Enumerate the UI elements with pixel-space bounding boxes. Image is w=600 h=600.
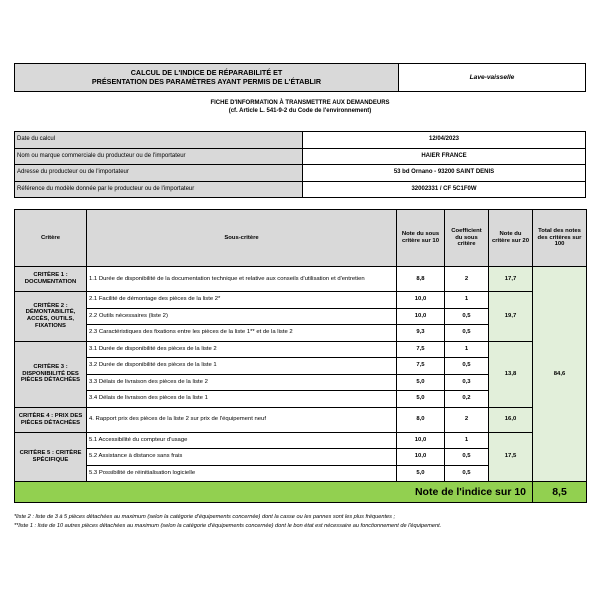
info-label: Nom ou marque commerciale du producteur ou de l'importateur <box>15 148 303 165</box>
fiche-heading <box>0 100 600 116</box>
criterion-label: CRITÈRE 4 : PRIX DES PIÈCES DÉTACHÉES <box>15 407 87 432</box>
final-score-row <box>15 482 587 503</box>
subcriterion-label: 2.2 Outils nécessaires (liste 2) <box>87 308 397 325</box>
col-header-note10: Note du sous critère sur 10 <box>397 210 445 267</box>
subcriterion-coef: 0,3 <box>445 374 489 391</box>
subcriterion-note: 8,0 <box>397 407 445 432</box>
subcriterion-coef: 0,5 <box>445 308 489 325</box>
info-label: Référence du modèle donnée par le producteur ou de l'importateur <box>15 181 303 198</box>
subcriterion-label: 5.3 Possibilité de réinitialisation logicielle <box>87 465 397 482</box>
sheet-title-line2: PRÉSENTATION DES PARAMÈTRES AYANT PERMIS DE L'ÉTABLIR <box>91 76 322 86</box>
subcriterion-label: 4. Rapport prix des pièces de la liste 2 sur prix de l'équipement neuf <box>87 407 397 432</box>
info-label: Adresse du producteur ou de l'importateur <box>15 165 303 182</box>
subcriterion-note: 5,0 <box>397 465 445 482</box>
subcriterion-coef: 0,5 <box>445 325 489 342</box>
info-row <box>15 181 586 198</box>
subcriterion-coef: 0,5 <box>445 449 489 466</box>
col-header-sous-critere: Sous-critère <box>87 210 397 267</box>
subcriterion-note: 7,5 <box>397 358 445 375</box>
subcriterion-coef: 0,5 <box>445 358 489 375</box>
footnote-list2: *liste 2 : liste de 3 à 5 pièces détachées au maximum (selon la catégorie d'équipements concernée) dont la casse ou les pannes sont les plus fréquentes ; <box>14 514 396 520</box>
subcriterion-label: 3.2 Durée de disponibilité des pièces de la liste 1 <box>87 358 397 375</box>
total-score: 84,6 <box>533 267 587 482</box>
footnote-list1: **liste 1 : liste de 10 autres pièces détachées au maximum (selon la catégorie d'équipements concernée) dont le bon état est nécessaire au fonctionnement de l'équipement. <box>14 522 442 529</box>
subcriterion-coef: 1 <box>445 292 489 309</box>
table-row <box>15 292 587 309</box>
fiche-line2: (cf. Article L. 541-9-2 du Code de l'environnement) <box>228 107 372 114</box>
subcriterion-note: 5,0 <box>397 391 445 408</box>
info-row <box>15 132 586 149</box>
subcriterion-label: 5.1 Accessibilité du compteur d'usage <box>87 432 397 449</box>
info-value: 53 bd Ornano - 93200 SAINT DENIS <box>303 165 586 182</box>
col-header-note20: Note du critère sur 20 <box>489 210 533 267</box>
fiche-line1: FICHE D'INFORMATION À TRANSMETTRE AUX DEMANDEURS <box>210 100 390 106</box>
subcriterion-coef: 1 <box>445 341 489 358</box>
criterion-label: CRITÈRE 2 : DÉMONTABILITÉ, ACCÈS, OUTILS, FIXATIONS <box>15 292 87 342</box>
final-score-label: Note de l'indice sur 10 <box>15 482 533 503</box>
subcriterion-coef: 0,5 <box>445 465 489 482</box>
final-score-value: 8,5 <box>533 482 587 503</box>
subcriterion-label: 3.1 Durée de disponibilité des pièces de la liste 2 <box>87 341 397 358</box>
criterion-label: CRITÈRE 3 : DISPONIBILITÉ DES PIÈCES DÉTACHÉES <box>15 341 87 407</box>
score-table <box>14 209 587 503</box>
subcriterion-note: 10,0 <box>397 432 445 449</box>
criterion-score: 17,5 <box>489 432 533 482</box>
sheet-title <box>15 64 399 92</box>
col-header-critere: Critère <box>15 210 87 267</box>
sheet-title-line1: CALCUL DE L'INDICE DE RÉPARABILITÉ ET <box>130 68 283 78</box>
criterion-label: CRITÈRE 1 : DOCUMENTATION <box>15 267 87 292</box>
product-type: Lave-vaisselle <box>399 64 586 92</box>
info-value: 12/04/2023 <box>303 132 586 149</box>
table-row <box>15 341 587 358</box>
subcriterion-label: 1.1 Durée de disponibilité de la documentation technique et relative aux conseils d'utilisation et d'entretien <box>87 267 397 292</box>
subcriterion-note: 10,0 <box>397 449 445 466</box>
info-value: 32002331 / CF 5C1F0W <box>303 181 586 198</box>
subcriterion-note: 9,3 <box>397 325 445 342</box>
subcriterion-coef: 2 <box>445 407 489 432</box>
footnotes <box>14 513 586 530</box>
table-row <box>15 267 587 292</box>
subcriterion-label: 2.3 Caractéristiques des fixations entre les pièces de la liste 1** et de la liste 2 <box>87 325 397 342</box>
subcriterion-label: 2.1 Facilité de démontage des pièces de la liste 2* <box>87 292 397 309</box>
subcriterion-note: 10,0 <box>397 292 445 309</box>
info-row <box>15 165 586 182</box>
table-row <box>15 407 587 432</box>
table-row <box>15 432 587 449</box>
subcriterion-note: 7,5 <box>397 341 445 358</box>
col-header-total: Total des notes des critères sur 100 <box>533 210 587 267</box>
score-table-header <box>15 210 587 267</box>
subcriterion-label: 3.4 Délais de livraison des pièces de la liste 1 <box>87 391 397 408</box>
subcriterion-label: 5.2 Assistance à distance sans frais <box>87 449 397 466</box>
criterion-score: 13,8 <box>489 341 533 407</box>
subcriterion-coef: 1 <box>445 432 489 449</box>
criterion-score: 19,7 <box>489 292 533 342</box>
subcriterion-coef: 0,2 <box>445 391 489 408</box>
subcriterion-note: 5,0 <box>397 374 445 391</box>
info-row <box>15 148 586 165</box>
info-value: HAIER FRANCE <box>303 148 586 165</box>
info-label: Date du calcul <box>15 132 303 149</box>
header-table <box>14 63 586 92</box>
criterion-score: 17,7 <box>489 267 533 292</box>
subcriterion-label: 3.3 Délais de livraison des pièces de la liste 2 <box>87 374 397 391</box>
col-header-coef: Coefficient du sous critère <box>445 210 489 267</box>
criterion-label: CRITÈRE 5 : CRITÈRE SPÉCIFIQUE <box>15 432 87 482</box>
subcriterion-coef: 2 <box>445 267 489 292</box>
info-table <box>14 131 586 198</box>
subcriterion-note: 10,0 <box>397 308 445 325</box>
subcriterion-note: 8,8 <box>397 267 445 292</box>
criterion-score: 16,0 <box>489 407 533 432</box>
